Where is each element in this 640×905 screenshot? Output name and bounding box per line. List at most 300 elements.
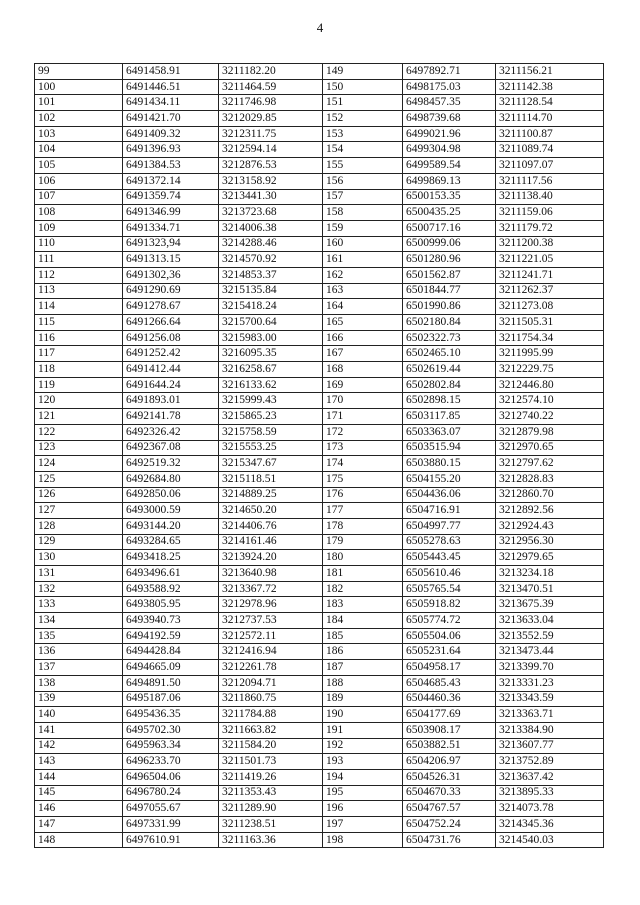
- x-coordinate-cell: 6496233.70: [123, 754, 219, 770]
- y-coordinate-cell: 3215118.51: [219, 471, 323, 487]
- y-coordinate-cell: 3214161.46: [219, 534, 323, 550]
- y-coordinate-cell: 3216095.35: [219, 346, 323, 362]
- table-row: [35, 597, 604, 613]
- point-number-cell: 107: [35, 189, 123, 205]
- y-coordinate-cell: 3213234.18: [496, 566, 604, 582]
- x-coordinate-cell: 6501280.96: [403, 252, 496, 268]
- y-coordinate-cell: 3213158.92: [219, 173, 323, 189]
- point-number-cell: 172: [323, 424, 403, 440]
- table-row: [35, 346, 604, 362]
- x-coordinate-cell: 6503117.85: [403, 409, 496, 425]
- x-coordinate-cell: 6500717.16: [403, 220, 496, 236]
- coordinates-table: [34, 63, 604, 848]
- y-coordinate-cell: 3211138.40: [496, 189, 604, 205]
- table-row: [35, 173, 604, 189]
- table-row: [35, 785, 604, 801]
- x-coordinate-cell: 6491256.08: [123, 330, 219, 346]
- point-number-cell: 161: [323, 252, 403, 268]
- y-coordinate-cell: 3213640.98: [219, 566, 323, 582]
- table-row: [35, 534, 604, 550]
- point-number-cell: 176: [323, 487, 403, 503]
- x-coordinate-cell: 6491384.53: [123, 158, 219, 174]
- point-number-cell: 106: [35, 173, 123, 189]
- x-coordinate-cell: 6504155.20: [403, 471, 496, 487]
- table-row: [35, 675, 604, 691]
- point-number-cell: 129: [35, 534, 123, 550]
- point-number-cell: 194: [323, 769, 403, 785]
- table-row: [35, 628, 604, 644]
- y-coordinate-cell: 3214853.37: [219, 267, 323, 283]
- table-row: [35, 267, 604, 283]
- point-number-cell: 178: [323, 518, 403, 534]
- point-number-cell: 168: [323, 362, 403, 378]
- table-row: [35, 79, 604, 95]
- table-row: [35, 252, 604, 268]
- x-coordinate-cell: 6497610.91: [123, 832, 219, 848]
- point-number-cell: 157: [323, 189, 403, 205]
- x-coordinate-cell: 6494891.50: [123, 675, 219, 691]
- x-coordinate-cell: 6499021.96: [403, 126, 496, 142]
- x-coordinate-cell: 6503908.17: [403, 722, 496, 738]
- x-coordinate-cell: 6491323,94: [123, 236, 219, 252]
- y-coordinate-cell: 3213399.70: [496, 660, 604, 676]
- x-coordinate-cell: 6499304.98: [403, 142, 496, 158]
- point-number-cell: 197: [323, 817, 403, 833]
- y-coordinate-cell: 3211419.26: [219, 769, 323, 785]
- x-coordinate-cell: 6501562.87: [403, 267, 496, 283]
- y-coordinate-cell: 3211584.20: [219, 738, 323, 754]
- y-coordinate-cell: 3211179.72: [496, 220, 604, 236]
- table-row: [35, 95, 604, 111]
- x-coordinate-cell: 6502322.73: [403, 330, 496, 346]
- x-coordinate-cell: 6502465.10: [403, 346, 496, 362]
- y-coordinate-cell: 3214073.78: [496, 801, 604, 817]
- y-coordinate-cell: 3211156.21: [496, 64, 604, 80]
- point-number-cell: 137: [35, 660, 123, 676]
- y-coordinate-cell: 3213924.20: [219, 550, 323, 566]
- x-coordinate-cell: 6493940.73: [123, 613, 219, 629]
- table-row: [35, 550, 604, 566]
- point-number-cell: 130: [35, 550, 123, 566]
- y-coordinate-cell: 3211238.51: [219, 817, 323, 833]
- x-coordinate-cell: 6491644.24: [123, 377, 219, 393]
- y-coordinate-cell: 3211663.82: [219, 722, 323, 738]
- point-number-cell: 185: [323, 628, 403, 644]
- coordinates-table-body: [35, 64, 604, 848]
- y-coordinate-cell: 3213363.71: [496, 707, 604, 723]
- x-coordinate-cell: 6493000.59: [123, 503, 219, 519]
- y-coordinate-cell: 3213675.39: [496, 597, 604, 613]
- point-number-cell: 124: [35, 456, 123, 472]
- point-number-cell: 112: [35, 267, 123, 283]
- point-number-cell: 101: [35, 95, 123, 111]
- y-coordinate-cell: 3215983.00: [219, 330, 323, 346]
- point-number-cell: 183: [323, 597, 403, 613]
- y-coordinate-cell: 3211746.98: [219, 95, 323, 111]
- x-coordinate-cell: 6504731.76: [403, 832, 496, 848]
- x-coordinate-cell: 6505504.06: [403, 628, 496, 644]
- point-number-cell: 146: [35, 801, 123, 817]
- x-coordinate-cell: 6494665.09: [123, 660, 219, 676]
- x-coordinate-cell: 6491434.11: [123, 95, 219, 111]
- x-coordinate-cell: 6499589.54: [403, 158, 496, 174]
- table-row: [35, 142, 604, 158]
- point-number-cell: 149: [323, 64, 403, 80]
- y-coordinate-cell: 3214288.46: [219, 236, 323, 252]
- y-coordinate-cell: 3212029.85: [219, 111, 323, 127]
- point-number-cell: 138: [35, 675, 123, 691]
- x-coordinate-cell: 6500153.35: [403, 189, 496, 205]
- x-coordinate-cell: 6501990.86: [403, 299, 496, 315]
- x-coordinate-cell: 6503515.94: [403, 440, 496, 456]
- x-coordinate-cell: 6504767.57: [403, 801, 496, 817]
- table-row: [35, 769, 604, 785]
- x-coordinate-cell: 6491359.74: [123, 189, 219, 205]
- y-coordinate-cell: 3213367.72: [219, 581, 323, 597]
- point-number-cell: 154: [323, 142, 403, 158]
- point-number-cell: 103: [35, 126, 123, 142]
- point-number-cell: 173: [323, 440, 403, 456]
- table-row: [35, 283, 604, 299]
- y-coordinate-cell: 3211182.20: [219, 64, 323, 80]
- y-coordinate-cell: 3212978.96: [219, 597, 323, 613]
- x-coordinate-cell: 6504752.24: [403, 817, 496, 833]
- point-number-cell: 162: [323, 267, 403, 283]
- x-coordinate-cell: 6504685.43: [403, 675, 496, 691]
- x-coordinate-cell: 6491290.69: [123, 283, 219, 299]
- y-coordinate-cell: 3212879.98: [496, 424, 604, 440]
- point-number-cell: 118: [35, 362, 123, 378]
- table-row: [35, 487, 604, 503]
- point-number-cell: 177: [323, 503, 403, 519]
- y-coordinate-cell: 3211159.06: [496, 205, 604, 221]
- y-coordinate-cell: 3216258.67: [219, 362, 323, 378]
- x-coordinate-cell: 6497892.71: [403, 64, 496, 80]
- x-coordinate-cell: 6504958.17: [403, 660, 496, 676]
- table-row: [35, 832, 604, 848]
- x-coordinate-cell: 6491302,36: [123, 267, 219, 283]
- x-coordinate-cell: 6502619.44: [403, 362, 496, 378]
- point-number-cell: 120: [35, 393, 123, 409]
- y-coordinate-cell: 3215347.67: [219, 456, 323, 472]
- point-number-cell: 155: [323, 158, 403, 174]
- point-number-cell: 115: [35, 315, 123, 331]
- x-coordinate-cell: 6492141.78: [123, 409, 219, 425]
- x-coordinate-cell: 6493144.20: [123, 518, 219, 534]
- table-row: [35, 722, 604, 738]
- point-number-cell: 186: [323, 644, 403, 660]
- x-coordinate-cell: 6502898.15: [403, 393, 496, 409]
- x-coordinate-cell: 6493805.95: [123, 597, 219, 613]
- y-coordinate-cell: 3211163.36: [219, 832, 323, 848]
- x-coordinate-cell: 6491266.64: [123, 315, 219, 331]
- x-coordinate-cell: 6493588.92: [123, 581, 219, 597]
- y-coordinate-cell: 3213343.59: [496, 691, 604, 707]
- y-coordinate-cell: 3211273.08: [496, 299, 604, 315]
- page-number: 4: [316, 20, 324, 35]
- y-coordinate-cell: 3213895.33: [496, 785, 604, 801]
- table-row: [35, 126, 604, 142]
- y-coordinate-cell: 3213637.42: [496, 769, 604, 785]
- y-coordinate-cell: 3215758.59: [219, 424, 323, 440]
- y-coordinate-cell: 3211501.73: [219, 754, 323, 770]
- point-number-cell: 188: [323, 675, 403, 691]
- y-coordinate-cell: 3213552.59: [496, 628, 604, 644]
- y-coordinate-cell: 3213331.23: [496, 675, 604, 691]
- point-number-cell: 136: [35, 644, 123, 660]
- y-coordinate-cell: 3213473.44: [496, 644, 604, 660]
- point-number-cell: 108: [35, 205, 123, 221]
- y-coordinate-cell: 3214345.36: [496, 817, 604, 833]
- y-coordinate-cell: 3212956.30: [496, 534, 604, 550]
- table-row: [35, 581, 604, 597]
- table-row: [35, 424, 604, 440]
- table-row: [35, 189, 604, 205]
- table-row: [35, 409, 604, 425]
- y-coordinate-cell: 3214406.76: [219, 518, 323, 534]
- point-number-cell: 140: [35, 707, 123, 723]
- x-coordinate-cell: 6498457.35: [403, 95, 496, 111]
- table-row: [35, 738, 604, 754]
- point-number-cell: 180: [323, 550, 403, 566]
- y-coordinate-cell: 3211241.71: [496, 267, 604, 283]
- table-row: [35, 111, 604, 127]
- point-number-cell: 181: [323, 566, 403, 582]
- y-coordinate-cell: 3215553.25: [219, 440, 323, 456]
- x-coordinate-cell: 6504206.97: [403, 754, 496, 770]
- x-coordinate-cell: 6491372.14: [123, 173, 219, 189]
- point-number-cell: 113: [35, 283, 123, 299]
- x-coordinate-cell: 6501844.77: [403, 283, 496, 299]
- table-row: [35, 518, 604, 534]
- x-coordinate-cell: 6495963.34: [123, 738, 219, 754]
- y-coordinate-cell: 3213633.04: [496, 613, 604, 629]
- table-row: [35, 158, 604, 174]
- x-coordinate-cell: 6491252.42: [123, 346, 219, 362]
- table-row: [35, 299, 604, 315]
- point-number-cell: 184: [323, 613, 403, 629]
- table-row: [35, 362, 604, 378]
- point-number-cell: 147: [35, 817, 123, 833]
- table-row: [35, 660, 604, 676]
- point-number-cell: 133: [35, 597, 123, 613]
- table-row: [35, 315, 604, 331]
- x-coordinate-cell: 6493284.65: [123, 534, 219, 550]
- y-coordinate-cell: 3215865.23: [219, 409, 323, 425]
- x-coordinate-cell: 6496780.24: [123, 785, 219, 801]
- point-number-cell: 152: [323, 111, 403, 127]
- x-coordinate-cell: 6504436.06: [403, 487, 496, 503]
- y-coordinate-cell: 3211200.38: [496, 236, 604, 252]
- y-coordinate-cell: 3215418.24: [219, 299, 323, 315]
- point-number-cell: 182: [323, 581, 403, 597]
- x-coordinate-cell: 6504716.91: [403, 503, 496, 519]
- y-coordinate-cell: 3213723.68: [219, 205, 323, 221]
- point-number-cell: 164: [323, 299, 403, 315]
- point-number-cell: 139: [35, 691, 123, 707]
- point-number-cell: 187: [323, 660, 403, 676]
- y-coordinate-cell: 3214889.25: [219, 487, 323, 503]
- x-coordinate-cell: 6494192.59: [123, 628, 219, 644]
- y-coordinate-cell: 3213470.51: [496, 581, 604, 597]
- y-coordinate-cell: 3212828.83: [496, 471, 604, 487]
- y-coordinate-cell: 3211128.54: [496, 95, 604, 111]
- x-coordinate-cell: 6491278.67: [123, 299, 219, 315]
- point-number-cell: 198: [323, 832, 403, 848]
- point-number-cell: 193: [323, 754, 403, 770]
- point-number-cell: 102: [35, 111, 123, 127]
- point-number-cell: 191: [323, 722, 403, 738]
- x-coordinate-cell: 6495187.06: [123, 691, 219, 707]
- x-coordinate-cell: 6505231.64: [403, 644, 496, 660]
- point-number-cell: 141: [35, 722, 123, 738]
- x-coordinate-cell: 6505610.46: [403, 566, 496, 582]
- table-row: [35, 471, 604, 487]
- point-number-cell: 192: [323, 738, 403, 754]
- x-coordinate-cell: 6505765.54: [403, 581, 496, 597]
- point-number-cell: 179: [323, 534, 403, 550]
- x-coordinate-cell: 6493496.61: [123, 566, 219, 582]
- point-number-cell: 195: [323, 785, 403, 801]
- point-number-cell: 104: [35, 142, 123, 158]
- x-coordinate-cell: 6499869.13: [403, 173, 496, 189]
- x-coordinate-cell: 6491334.71: [123, 220, 219, 236]
- x-coordinate-cell: 6504460.36: [403, 691, 496, 707]
- point-number-cell: 190: [323, 707, 403, 723]
- x-coordinate-cell: 6502802.84: [403, 377, 496, 393]
- x-coordinate-cell: 6502180.84: [403, 315, 496, 331]
- x-coordinate-cell: 6492326.42: [123, 424, 219, 440]
- x-coordinate-cell: 6494428.84: [123, 644, 219, 660]
- y-coordinate-cell: 3212261.78: [219, 660, 323, 676]
- point-number-cell: 150: [323, 79, 403, 95]
- point-number-cell: 144: [35, 769, 123, 785]
- y-coordinate-cell: 3212574.10: [496, 393, 604, 409]
- point-number-cell: 134: [35, 613, 123, 629]
- x-coordinate-cell: 6504526.31: [403, 769, 496, 785]
- y-coordinate-cell: 3215135.84: [219, 283, 323, 299]
- y-coordinate-cell: 3216133.62: [219, 377, 323, 393]
- table-row: [35, 691, 604, 707]
- point-number-cell: 125: [35, 471, 123, 487]
- table-row: [35, 613, 604, 629]
- point-number-cell: 143: [35, 754, 123, 770]
- table-row: [35, 644, 604, 660]
- x-coordinate-cell: 6497331.99: [123, 817, 219, 833]
- point-number-cell: 170: [323, 393, 403, 409]
- x-coordinate-cell: 6503880.15: [403, 456, 496, 472]
- point-number-cell: 105: [35, 158, 123, 174]
- x-coordinate-cell: 6504997.77: [403, 518, 496, 534]
- x-coordinate-cell: 6491893.01: [123, 393, 219, 409]
- y-coordinate-cell: 3214006.38: [219, 220, 323, 236]
- y-coordinate-cell: 3211142.38: [496, 79, 604, 95]
- table-row: [35, 205, 604, 221]
- table-row: [35, 754, 604, 770]
- y-coordinate-cell: 3211464.59: [219, 79, 323, 95]
- x-coordinate-cell: 6491446.51: [123, 79, 219, 95]
- y-coordinate-cell: 3212446.80: [496, 377, 604, 393]
- y-coordinate-cell: 3211097.07: [496, 158, 604, 174]
- point-number-cell: 145: [35, 785, 123, 801]
- y-coordinate-cell: 3213441.30: [219, 189, 323, 205]
- y-coordinate-cell: 3212229.75: [496, 362, 604, 378]
- x-coordinate-cell: 6505774.72: [403, 613, 496, 629]
- table-row: [35, 440, 604, 456]
- y-coordinate-cell: 3211754.34: [496, 330, 604, 346]
- point-number-cell: 148: [35, 832, 123, 848]
- y-coordinate-cell: 3211117.56: [496, 173, 604, 189]
- point-number-cell: 135: [35, 628, 123, 644]
- table-row: [35, 707, 604, 723]
- point-number-cell: 171: [323, 409, 403, 425]
- x-coordinate-cell: 6504670.33: [403, 785, 496, 801]
- y-coordinate-cell: 3213607.77: [496, 738, 604, 754]
- x-coordinate-cell: 6495702.30: [123, 722, 219, 738]
- x-coordinate-cell: 6496504.06: [123, 769, 219, 785]
- point-number-cell: 122: [35, 424, 123, 440]
- y-coordinate-cell: 3215999.43: [219, 393, 323, 409]
- point-number-cell: 121: [35, 409, 123, 425]
- point-number-cell: 175: [323, 471, 403, 487]
- y-coordinate-cell: 3211100.87: [496, 126, 604, 142]
- x-coordinate-cell: 6491409.32: [123, 126, 219, 142]
- y-coordinate-cell: 3212416.94: [219, 644, 323, 660]
- y-coordinate-cell: 3211221.05: [496, 252, 604, 268]
- y-coordinate-cell: 3212924.43: [496, 518, 604, 534]
- point-number-cell: 111: [35, 252, 123, 268]
- x-coordinate-cell: 6504177.69: [403, 707, 496, 723]
- x-coordinate-cell: 6492367.08: [123, 440, 219, 456]
- x-coordinate-cell: 6491396.93: [123, 142, 219, 158]
- y-coordinate-cell: 3212970.65: [496, 440, 604, 456]
- point-number-cell: 109: [35, 220, 123, 236]
- table-row: [35, 566, 604, 582]
- y-coordinate-cell: 3212797.62: [496, 456, 604, 472]
- point-number-cell: 160: [323, 236, 403, 252]
- point-number-cell: 165: [323, 315, 403, 331]
- y-coordinate-cell: 3211784.88: [219, 707, 323, 723]
- x-coordinate-cell: 6503882.51: [403, 738, 496, 754]
- point-number-cell: 123: [35, 440, 123, 456]
- y-coordinate-cell: 3212594.14: [219, 142, 323, 158]
- point-number-cell: 196: [323, 801, 403, 817]
- table-row: [35, 236, 604, 252]
- table-row: [35, 64, 604, 80]
- y-coordinate-cell: 3215700.64: [219, 315, 323, 331]
- table-row: [35, 377, 604, 393]
- point-number-cell: 128: [35, 518, 123, 534]
- x-coordinate-cell: 6492850.06: [123, 487, 219, 503]
- y-coordinate-cell: 3212737.53: [219, 613, 323, 629]
- y-coordinate-cell: 3211262.37: [496, 283, 604, 299]
- x-coordinate-cell: 6505278.63: [403, 534, 496, 550]
- point-number-cell: 119: [35, 377, 123, 393]
- point-number-cell: 163: [323, 283, 403, 299]
- y-coordinate-cell: 3211505.31: [496, 315, 604, 331]
- x-coordinate-cell: 6503363.07: [403, 424, 496, 440]
- x-coordinate-cell: 6498739.68: [403, 111, 496, 127]
- point-number-cell: 174: [323, 456, 403, 472]
- y-coordinate-cell: 3212892.56: [496, 503, 604, 519]
- y-coordinate-cell: 3213752.89: [496, 754, 604, 770]
- point-number-cell: 142: [35, 738, 123, 754]
- x-coordinate-cell: 6491421.70: [123, 111, 219, 127]
- point-number-cell: 153: [323, 126, 403, 142]
- y-coordinate-cell: 3211995.99: [496, 346, 604, 362]
- x-coordinate-cell: 6495436.35: [123, 707, 219, 723]
- x-coordinate-cell: 6505443.45: [403, 550, 496, 566]
